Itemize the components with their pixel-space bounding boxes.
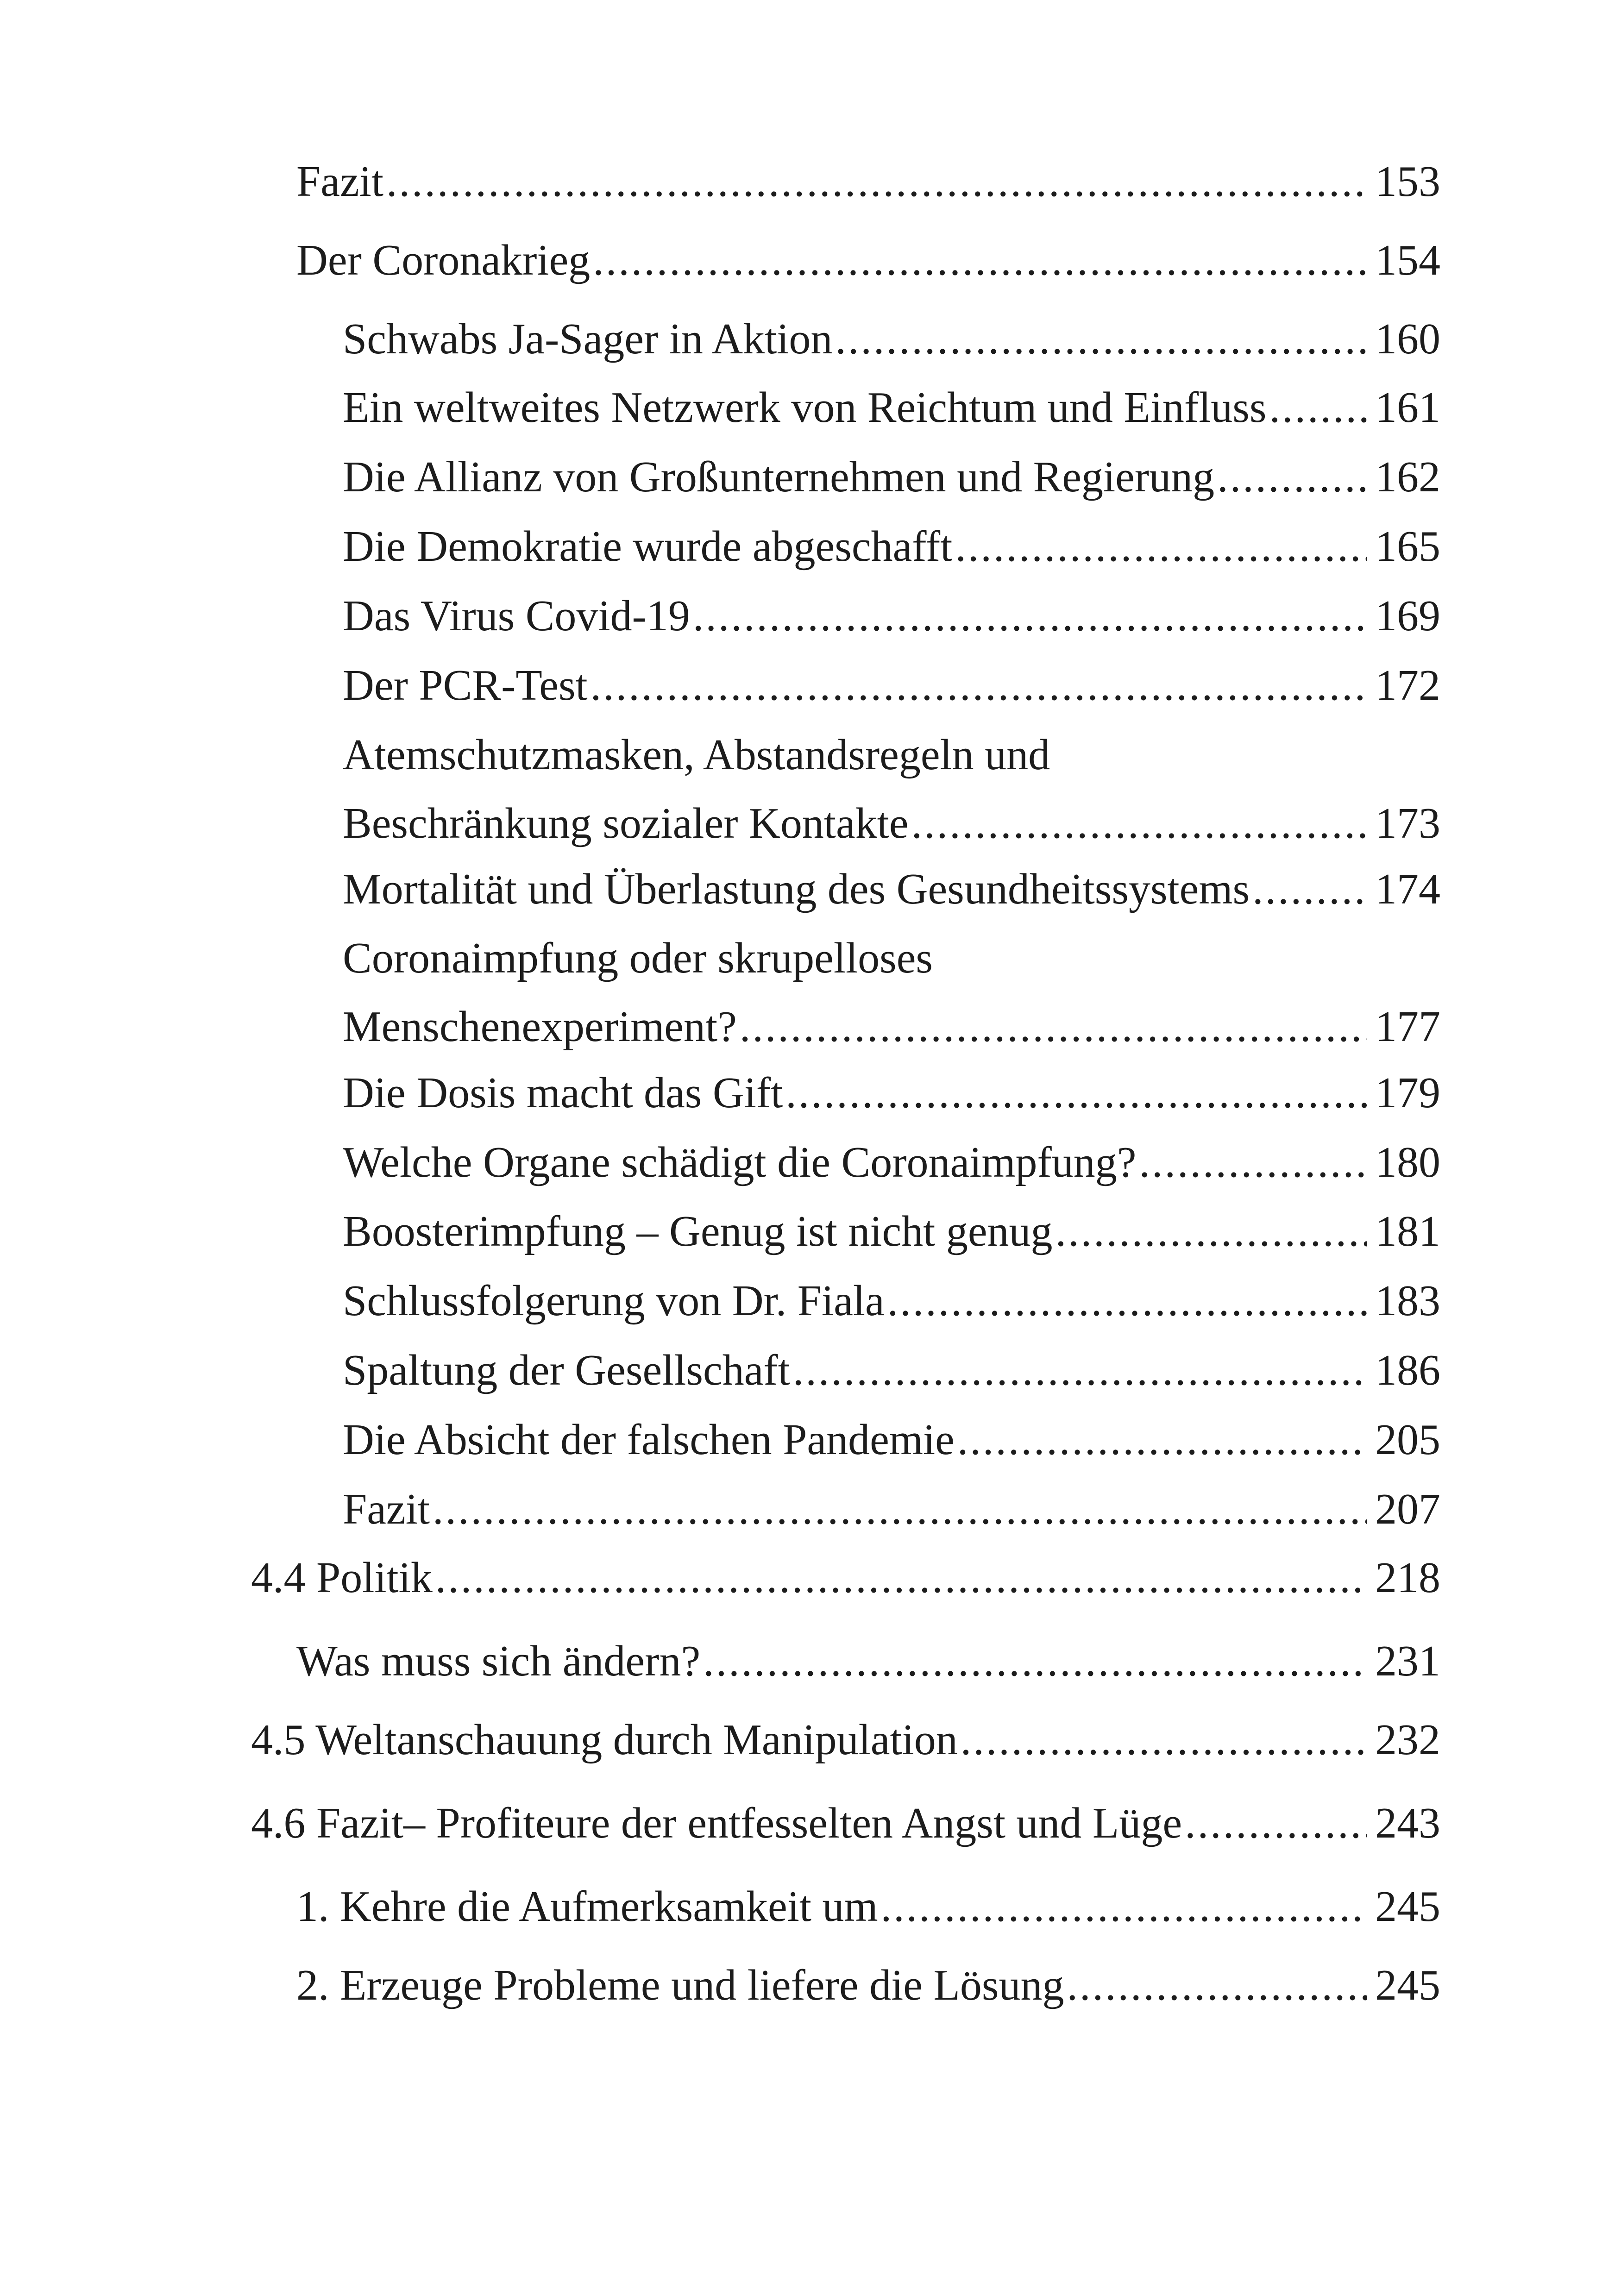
toc-entry-page: 154 xyxy=(1375,236,1440,284)
dot-leader xyxy=(740,1005,1367,1048)
toc-entry-page: 174 xyxy=(1375,865,1440,913)
dot-leader xyxy=(835,317,1367,361)
dot-leader xyxy=(1269,386,1367,429)
toc-entry xyxy=(343,661,1440,732)
toc-entry-title: Ein weltweites Netzwerk von Reichtum und Einfluss xyxy=(343,383,1267,432)
dot-leader xyxy=(887,1279,1367,1323)
dot-leader xyxy=(1067,1964,1367,2007)
toc-entry xyxy=(343,383,1440,454)
toc-entry-page: 160 xyxy=(1375,315,1440,363)
toc-entry-title: Die Demokratie wurde abgeschafft xyxy=(343,522,953,571)
toc-entry-title-line: Atemschutzmasken, Abstandsregeln und xyxy=(343,731,1050,779)
toc-entry xyxy=(296,238,1440,307)
toc-entry-page: 186 xyxy=(1375,1346,1440,1394)
toc-entry-page: 162 xyxy=(1375,453,1440,501)
toc-entry-page: 161 xyxy=(1375,383,1440,432)
toc-entry-title: Menschenexperiment? xyxy=(343,1003,737,1051)
dot-leader xyxy=(693,594,1367,638)
dot-leader xyxy=(881,1885,1367,1928)
toc-entry-title: Der PCR-Test xyxy=(343,661,588,709)
toc-entry xyxy=(343,1279,1440,1348)
toc-entry xyxy=(343,1138,1440,1209)
toc-entry xyxy=(343,867,1440,936)
toc-entry-page: 205 xyxy=(1375,1416,1440,1464)
toc-entry-title: Die Dosis macht das Gift xyxy=(343,1069,783,1117)
toc-entry-page: 245 xyxy=(1375,1961,1440,2009)
toc-entry-page: 153 xyxy=(1375,157,1440,206)
toc-entry xyxy=(343,1418,1440,1487)
toc-entry-title: 4.4 Politik xyxy=(251,1554,433,1602)
dot-leader xyxy=(1252,867,1367,911)
dot-leader xyxy=(793,1349,1367,1392)
dot-leader xyxy=(703,1639,1367,1683)
toc-entry xyxy=(251,1556,1440,1625)
toc-entry xyxy=(251,1801,1440,1870)
toc-entry xyxy=(343,733,1440,870)
dot-leader xyxy=(955,525,1367,568)
toc-entry xyxy=(296,1639,1440,1708)
toc-entry xyxy=(343,522,1440,593)
toc-entry-title: Spaltung der Gesellschaft xyxy=(343,1346,790,1394)
toc-entry-page: 177 xyxy=(1375,1003,1440,1051)
toc-entry-title: Was muss sich ändern? xyxy=(296,1637,701,1685)
toc-entry xyxy=(343,1346,1440,1417)
toc-entry-title: 2. Erzeuge Probleme und liefere die Lösung xyxy=(296,1961,1064,2009)
toc-entry-title: Die Absicht der falschen Pandemie xyxy=(343,1416,955,1464)
toc-entry xyxy=(343,594,1440,663)
dot-leader xyxy=(1217,455,1367,499)
toc-entry xyxy=(343,455,1440,524)
toc-entry-title: 1. Kehre die Aufmerksamkeit um xyxy=(296,1882,878,1931)
dot-leader xyxy=(435,1556,1367,1600)
toc-entry-title: Fazit xyxy=(343,1485,430,1533)
toc-entry xyxy=(296,157,1440,228)
toc-entry xyxy=(343,1487,1440,1556)
dot-leader xyxy=(961,1718,1367,1762)
toc-entry-title: Schwabs Ja-Sager in Aktion xyxy=(343,315,833,363)
toc-entry-page: 245 xyxy=(1375,1882,1440,1931)
dot-leader xyxy=(591,664,1367,707)
toc-entry xyxy=(296,1882,1440,1953)
toc-entry-page: 181 xyxy=(1375,1207,1440,1255)
toc-entry xyxy=(343,936,1440,1073)
toc-entry-title: Beschränkung sozialer Kontakte xyxy=(343,799,909,847)
toc-entry-title: Der Coronakrieg xyxy=(296,236,591,284)
toc-entry-title: 4.5 Weltanschauung durch Manipulation xyxy=(251,1716,958,1764)
toc-entry-page: 172 xyxy=(1375,661,1440,709)
dot-leader xyxy=(911,802,1367,845)
toc-entry-title: Die Allianz von Großunternehmen und Regierung xyxy=(343,453,1215,501)
toc-entry-title: Welche Organe schädigt die Coronaimpfung? xyxy=(343,1138,1137,1186)
toc-entry-page: 207 xyxy=(1375,1485,1440,1533)
toc-entry-title-line: Coronaimpfung oder skrupelloses xyxy=(343,934,933,982)
toc-entry-title: Das Virus Covid-19 xyxy=(343,592,690,640)
dot-leader xyxy=(785,1071,1367,1115)
toc-entry-page: 231 xyxy=(1375,1637,1440,1685)
dot-leader xyxy=(957,1418,1367,1462)
toc-entry-title: 4.6 Fazit– Profiteure der entfesselten Angst und Lüge xyxy=(251,1799,1182,1847)
dot-leader xyxy=(1056,1210,1367,1253)
toc-entry-page: 173 xyxy=(1375,799,1440,847)
dot-leader xyxy=(1139,1141,1367,1184)
toc-entry xyxy=(251,1718,1440,1787)
toc-entry-page: 179 xyxy=(1375,1069,1440,1117)
toc-entry-title: Schlussfolgerung von Dr. Fiala xyxy=(343,1277,885,1325)
toc-entry xyxy=(343,1207,1440,1278)
toc-entry-title: Mortalität und Überlastung des Gesundheitssystems xyxy=(343,865,1250,913)
toc-entry xyxy=(343,317,1440,386)
toc-entry-page: 218 xyxy=(1375,1554,1440,1602)
toc-entry-title: Boosterimpfung – Genug ist nicht genug xyxy=(343,1207,1053,1255)
dot-leader xyxy=(1185,1801,1367,1845)
toc-entry-title: Fazit xyxy=(296,157,383,206)
toc-entry xyxy=(296,1961,1440,2032)
toc-entry-page: 183 xyxy=(1375,1277,1440,1325)
toc-entry-page: 232 xyxy=(1375,1716,1440,1764)
dot-leader xyxy=(593,238,1367,282)
dot-leader xyxy=(386,160,1367,203)
toc-entry-page: 165 xyxy=(1375,522,1440,571)
toc-entry-page: 169 xyxy=(1375,592,1440,640)
toc-entry xyxy=(343,1071,1440,1140)
toc-entry-page: 243 xyxy=(1375,1799,1440,1847)
toc-entry-page: 180 xyxy=(1375,1138,1440,1186)
dot-leader xyxy=(433,1487,1367,1531)
